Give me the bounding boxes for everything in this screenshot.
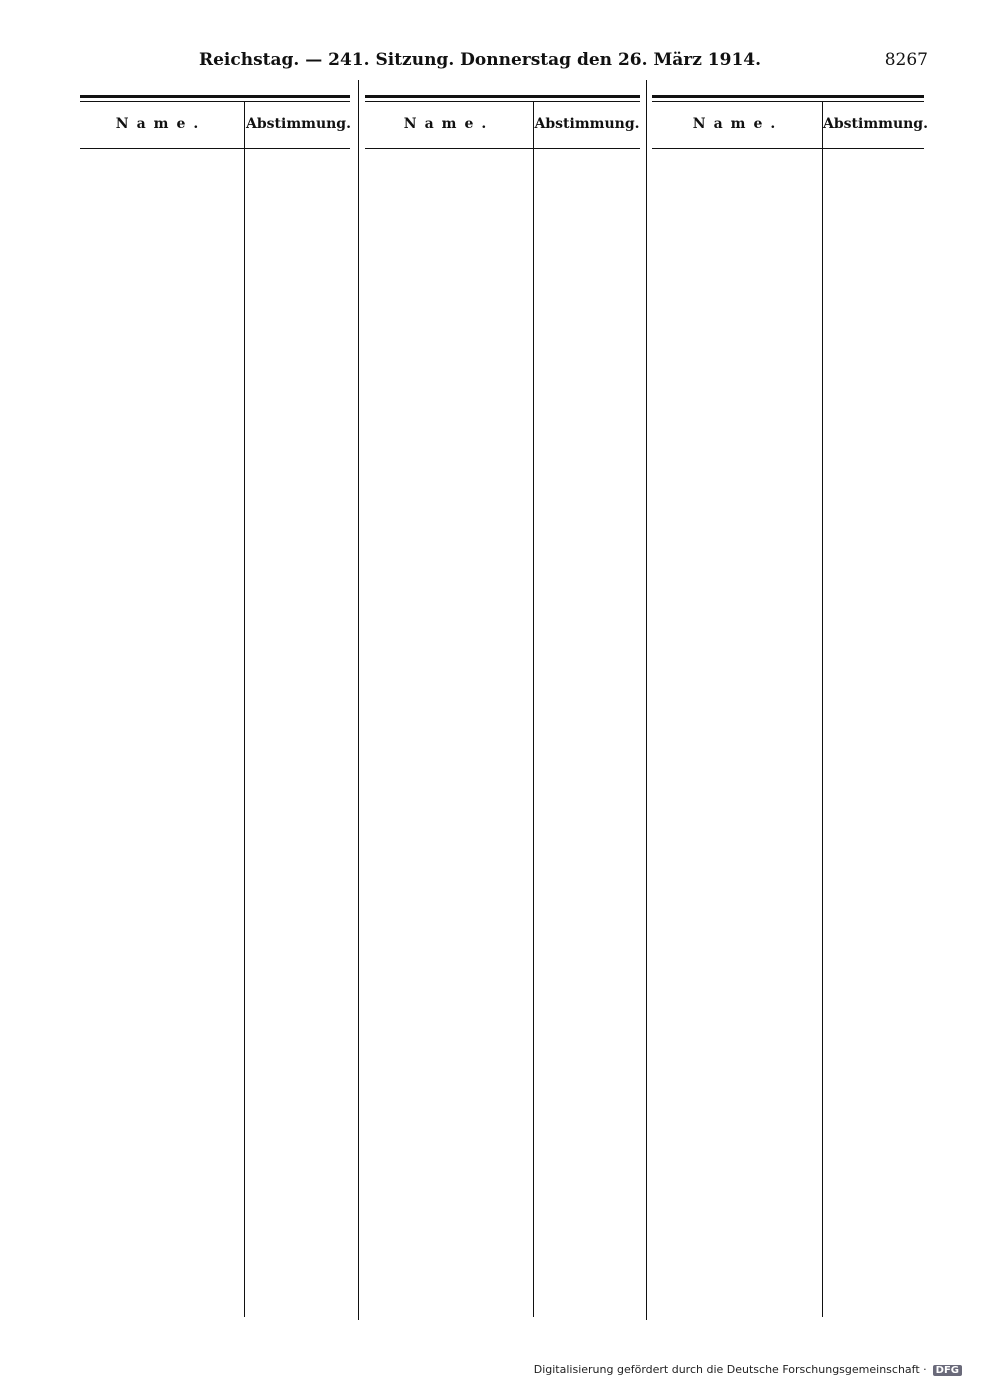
vote-header: Abstimmung. xyxy=(823,116,928,132)
name-header: Name. xyxy=(692,116,784,132)
top-rule xyxy=(80,95,350,98)
name-header: Name. xyxy=(115,116,207,132)
name-header: Name. xyxy=(403,116,495,132)
column-divider xyxy=(646,80,647,1320)
vote-header: Abstimmung. xyxy=(534,116,640,132)
top-rule xyxy=(365,95,640,98)
credit-text: Digitalisierung gefördert durch die Deutsche Forschungsgemeinschaft · xyxy=(533,1363,927,1376)
page-header xyxy=(80,50,930,74)
name-vote-divider xyxy=(822,102,823,1317)
column-divider xyxy=(358,80,359,1320)
page-number: 8267 xyxy=(884,50,928,70)
name-vote-divider xyxy=(244,102,245,1317)
top-rule xyxy=(652,101,924,102)
top-rule xyxy=(80,101,350,102)
top-rule xyxy=(652,95,924,98)
header-rule xyxy=(652,148,924,149)
header-rule xyxy=(80,148,350,149)
header-title: Reichstag. — 241. Sitzung. Donnerstag den 26. März 1914. xyxy=(198,50,762,70)
top-rule xyxy=(365,101,640,102)
dfg-logo: DFG xyxy=(933,1365,962,1376)
header-rule xyxy=(365,148,640,149)
digitization-credit xyxy=(534,1363,962,1376)
name-vote-divider xyxy=(533,102,534,1317)
vote-header: Abstimmung. xyxy=(246,116,351,132)
